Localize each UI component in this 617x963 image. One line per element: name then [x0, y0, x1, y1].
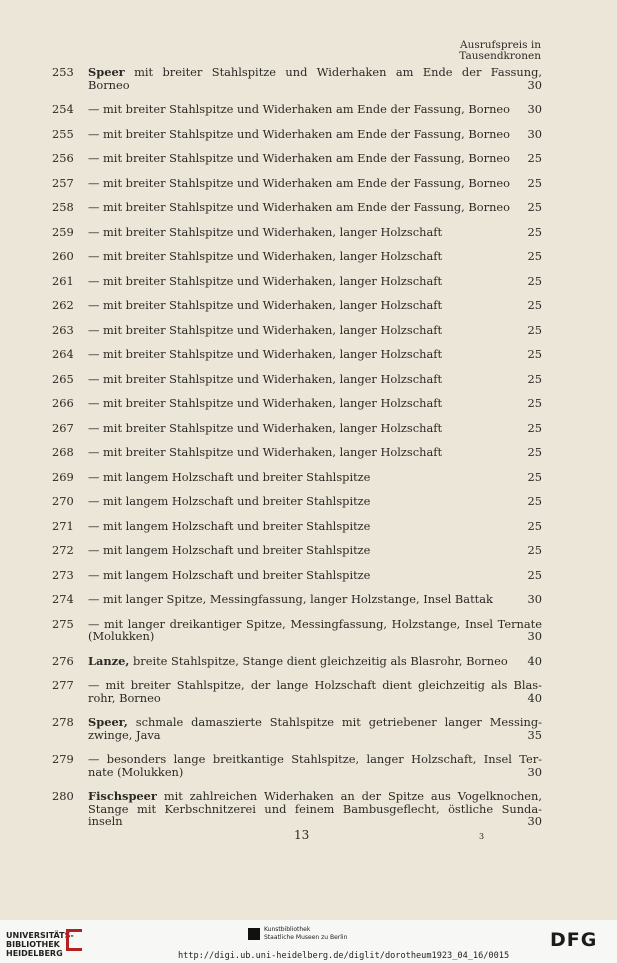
digitization-footer: [0, 920, 617, 963]
permalink-url[interactable]: http://digi.ub.uni-heidelberg.de/diglit/dorotheum1923_04_16/0015: [178, 951, 510, 961]
entry-line: [88, 815, 542, 828]
entry-number: 254: [52, 102, 74, 116]
uni-line-1: UNIVERSITÄTS-: [6, 931, 74, 940]
entry-number: 258: [52, 200, 74, 214]
entry-text: — mit breiter Stahlspitze und Widerhaken am Ende der Fassung, Borneo: [88, 151, 511, 165]
price-column-header: [459, 40, 541, 62]
catalog-entry: [52, 226, 542, 239]
entry-description: [88, 520, 542, 533]
catalog-entry: [52, 618, 542, 643]
entry-price: 25: [527, 445, 542, 459]
entry-line: [88, 373, 542, 386]
catalog-entry: [52, 593, 542, 606]
entry-line: [88, 569, 542, 582]
entry-description: [88, 275, 542, 288]
entry-text: — mit langem Holzschaft und breiter Stahlspitze: [88, 494, 371, 508]
entry-price: 25: [527, 249, 542, 263]
entry-text: mit zahlreichen Widerhaken an der Spitze aus Vogelknochen,: [163, 789, 542, 803]
entry-line: [88, 79, 542, 92]
entry-number: 262: [52, 298, 74, 312]
entry-price: 30: [527, 764, 542, 779]
entry-text: mit breiter Stahlspitze und Widerhaken am Ende der Fassung,: [134, 65, 542, 79]
entry-number: 263: [52, 322, 74, 337]
entry-number: 278: [52, 715, 74, 729]
page-number: 13: [294, 828, 310, 842]
entry-price: 40: [527, 690, 542, 705]
entry-price: 30: [527, 102, 542, 116]
entry-description: [88, 152, 542, 165]
catalog-entry: [52, 446, 542, 459]
entry-description: [88, 471, 542, 484]
entry-price: 30: [527, 77, 542, 92]
catalog-entry: [52, 679, 542, 704]
entry-text: — mit breiter Stahlspitze und Widerhaken, langer Holzschaft: [88, 322, 443, 337]
entry-line: [88, 275, 542, 288]
catalog-entry: [52, 250, 542, 263]
entry-line: [88, 766, 542, 779]
entry-text: — mit breiter Stahlspitze und Widerhaken, langer Holzschaft: [88, 371, 443, 386]
entry-price: 25: [527, 298, 542, 312]
signature-mark: 3: [479, 832, 485, 841]
entry-description: [88, 397, 542, 410]
entry-price: 30: [527, 629, 542, 643]
entry-price: 25: [527, 371, 542, 386]
catalog-entry: [52, 520, 542, 533]
catalog-entries: [52, 66, 542, 840]
entry-number: 267: [52, 420, 74, 435]
catalog-entry: [52, 177, 542, 190]
entry-line: [88, 226, 542, 239]
entry-line: [88, 397, 542, 410]
catalog-entry: [52, 397, 542, 410]
entry-line: [88, 471, 542, 484]
entry-line: [88, 446, 542, 459]
entry-number: 273: [52, 567, 74, 582]
entry-description: [88, 716, 542, 741]
university-library-logo[interactable]: [6, 931, 74, 958]
entry-number: 256: [52, 151, 74, 165]
catalog-entry: [52, 716, 542, 741]
entry-description: [88, 593, 542, 606]
entry-number: 279: [52, 752, 74, 766]
uni-line-3: HEIDELBERG: [6, 949, 63, 958]
uni-line-2: BIBLIOTHEK: [6, 940, 60, 949]
catalog-entry: [52, 201, 542, 214]
entry-price: 25: [527, 224, 542, 239]
entry-description: [88, 128, 542, 141]
entry-description: [88, 66, 542, 91]
entry-text: rohr, Borneo: [88, 690, 161, 705]
entry-number: 265: [52, 371, 74, 386]
entry-text: — mit breiter Stahlspitze und Widerhaken, langer Holzschaft: [88, 347, 443, 361]
entry-price: 30: [527, 814, 542, 828]
entry-number: 271: [52, 518, 74, 533]
entry-line: [88, 348, 542, 361]
entry-number: 272: [52, 543, 74, 557]
entry-text: — mit breiter Stahlspitze und Widerhaken, langer Holzschaft: [88, 396, 443, 410]
catalog-entry: [52, 275, 542, 288]
catalog-entry: [52, 422, 542, 435]
entry-description: [88, 348, 542, 361]
entry-description: [88, 324, 542, 337]
entry-text: schmale damaszierte Stahlspitze mit getriebener langer Messing-: [135, 715, 542, 729]
catalog-entry: [52, 495, 542, 508]
entry-text: — mit langem Holzschaft und breiter Stahlspitze: [88, 543, 371, 557]
entry-description: [88, 250, 542, 263]
entry-text: — besonders lange breitkantige Stahlspitze, langer Holzschaft, Insel Ter-: [88, 752, 542, 766]
kunst-line-1: Kunstbibliothek: [264, 926, 311, 933]
entry-line: [88, 593, 542, 606]
catalog-entry: [52, 790, 542, 828]
entry-line: [88, 544, 542, 557]
entry-text: inseln: [88, 814, 123, 828]
entry-lead-term: Speer: [88, 65, 125, 79]
entry-line: [88, 177, 542, 190]
entry-description: [88, 753, 542, 778]
entry-price: 25: [527, 396, 542, 410]
entry-description: [88, 544, 542, 557]
catalog-entry: [52, 655, 542, 668]
entry-number: 269: [52, 469, 74, 484]
entry-text: — mit breiter Stahlspitze und Widerhaken, langer Holzschaft: [88, 420, 443, 435]
entry-description: [88, 103, 542, 116]
entry-number: 257: [52, 175, 74, 190]
entry-text: — mit breiter Stahlspitze und Widerhaken am Ende der Fassung, Borneo: [88, 126, 511, 141]
kunst-line-2: Staatliche Museen zu Berlin: [264, 934, 348, 941]
catalog-entry: [52, 544, 542, 557]
catalog-entry: [52, 66, 542, 91]
entry-number: 275: [52, 616, 74, 631]
entry-line: [88, 422, 542, 435]
entry-description: [88, 373, 542, 386]
catalog-entry: [52, 348, 542, 361]
entry-number: 260: [52, 249, 74, 263]
entry-line: [88, 128, 542, 141]
entry-price: 25: [527, 567, 542, 582]
entry-text: (Molukken): [88, 629, 155, 643]
entry-line: [88, 618, 542, 631]
entry-description: [88, 299, 542, 312]
entry-price: 25: [527, 469, 542, 484]
catalog-entry: [52, 103, 542, 116]
entry-text: — mit langem Holzschaft und breiter Stahlspitze: [88, 567, 371, 582]
entry-text: — mit langer dreikantiger Spitze, Messingfassung, Holzstange, Insel Ternate: [88, 616, 542, 631]
entry-description: [88, 495, 542, 508]
entry-number: 268: [52, 445, 74, 459]
entry-number: 270: [52, 494, 74, 508]
header-line-1: Ausrufspreis in: [460, 39, 541, 51]
entry-price: 25: [527, 322, 542, 337]
entry-lead-term: Speer,: [88, 715, 128, 729]
catalog-entry: [52, 373, 542, 386]
entry-number: 259: [52, 224, 74, 239]
entry-price: 40: [527, 653, 542, 668]
entry-price: 25: [527, 175, 542, 190]
entry-text: — mit breiter Stahlspitze und Widerhaken, langer Holzschaft: [88, 224, 443, 239]
entry-line: [88, 803, 542, 816]
entry-number: 264: [52, 347, 74, 361]
entry-price: 25: [527, 420, 542, 435]
entry-text: — mit breiter Stahlspitze und Widerhaken, langer Holzschaft: [88, 273, 443, 288]
catalog-entry: [52, 471, 542, 484]
catalog-entry: [52, 324, 542, 337]
entry-text: — mit breiter Stahlspitze und Widerhaken am Ende der Fassung, Borneo: [88, 175, 511, 190]
kunstbibliothek-logo[interactable]: [264, 926, 347, 942]
entry-text: — mit langem Holzschaft und breiter Stahlspitze: [88, 518, 371, 533]
entry-text: Borneo: [88, 77, 130, 92]
entry-description: [88, 618, 542, 643]
entry-price: 30: [527, 592, 542, 606]
entry-text: — mit breiter Stahlspitze, der lange Holzschaft dient gleichzeitig als Blas-: [88, 678, 542, 692]
kunstbibliothek-icon: [248, 928, 260, 940]
entry-price: 25: [527, 273, 542, 288]
entry-description: [88, 226, 542, 239]
entry-price: 30: [527, 126, 542, 141]
entry-number: 277: [52, 678, 74, 692]
entry-price: 25: [527, 151, 542, 165]
entry-number: 274: [52, 592, 74, 606]
entry-description: [88, 679, 542, 704]
entry-price: 35: [527, 727, 542, 742]
entry-text: nate (Molukken): [88, 764, 184, 779]
entry-price: 25: [527, 200, 542, 214]
entry-line: [88, 495, 542, 508]
entry-price: 25: [527, 347, 542, 361]
entry-text: — mit breiter Stahlspitze und Widerhaken, langer Holzschaft: [88, 298, 443, 312]
entry-number: 280: [52, 789, 74, 803]
entry-line: [88, 250, 542, 263]
entry-line: [88, 201, 542, 214]
entry-line: [88, 655, 542, 668]
entry-lead-term: Lanze,: [88, 653, 130, 668]
entry-price: 25: [527, 494, 542, 508]
entry-description: [88, 569, 542, 582]
entry-text: — mit breiter Stahlspitze und Widerhaken am Ende der Fassung, Borneo: [88, 102, 511, 116]
entry-number: 276: [52, 653, 74, 668]
dfg-logo[interactable]: DFG: [550, 929, 598, 951]
entry-text: zwinge, Java: [88, 727, 161, 742]
catalog-entry: [52, 569, 542, 582]
entry-line: [88, 66, 542, 79]
header-line-2: Tausendkronen: [459, 50, 541, 62]
entry-description: [88, 201, 542, 214]
entry-line: [88, 630, 542, 643]
entry-line: [88, 729, 542, 742]
entry-description: [88, 790, 542, 828]
entry-text: — mit langer Spitze, Messingfassung, langer Holzstange, Insel Battak: [88, 592, 493, 606]
entry-text: — mit breiter Stahlspitze und Widerhaken, langer Holzschaft: [88, 249, 443, 263]
entry-text: — mit breiter Stahlspitze und Widerhaken am Ende der Fassung, Borneo: [88, 200, 511, 214]
entry-lead-term: Fischspeer: [88, 789, 157, 803]
entry-text: — mit langem Holzschaft und breiter Stahlspitze: [88, 469, 371, 484]
entry-line: [88, 152, 542, 165]
catalog-entry: [52, 753, 542, 778]
entry-description: [88, 446, 542, 459]
entry-text: breite Stahlspitze, Stange dient gleichzeitig als Blasrohr, Borneo: [132, 653, 508, 668]
entry-number: 266: [52, 396, 74, 410]
entry-line: [88, 692, 542, 705]
entry-line: [88, 103, 542, 116]
entry-description: [88, 177, 542, 190]
entry-text: Stange mit Kerbschnitzerei und feinem Bambusgeflecht, östliche Sunda-: [88, 801, 542, 816]
entry-line: [88, 520, 542, 533]
entry-price: 25: [527, 543, 542, 557]
catalog-entry: [52, 299, 542, 312]
entry-description: [88, 655, 542, 668]
entry-number: 253: [52, 65, 74, 79]
catalog-entry: [52, 152, 542, 165]
entry-number: 261: [52, 273, 74, 288]
entry-line: [88, 324, 542, 337]
entry-price: 25: [527, 518, 542, 533]
entry-line: [88, 299, 542, 312]
entry-text: — mit breiter Stahlspitze und Widerhaken, langer Holzschaft: [88, 445, 443, 459]
university-seal-icon: [66, 929, 82, 951]
entry-description: [88, 422, 542, 435]
entry-number: 255: [52, 126, 74, 141]
catalog-entry: [52, 128, 542, 141]
